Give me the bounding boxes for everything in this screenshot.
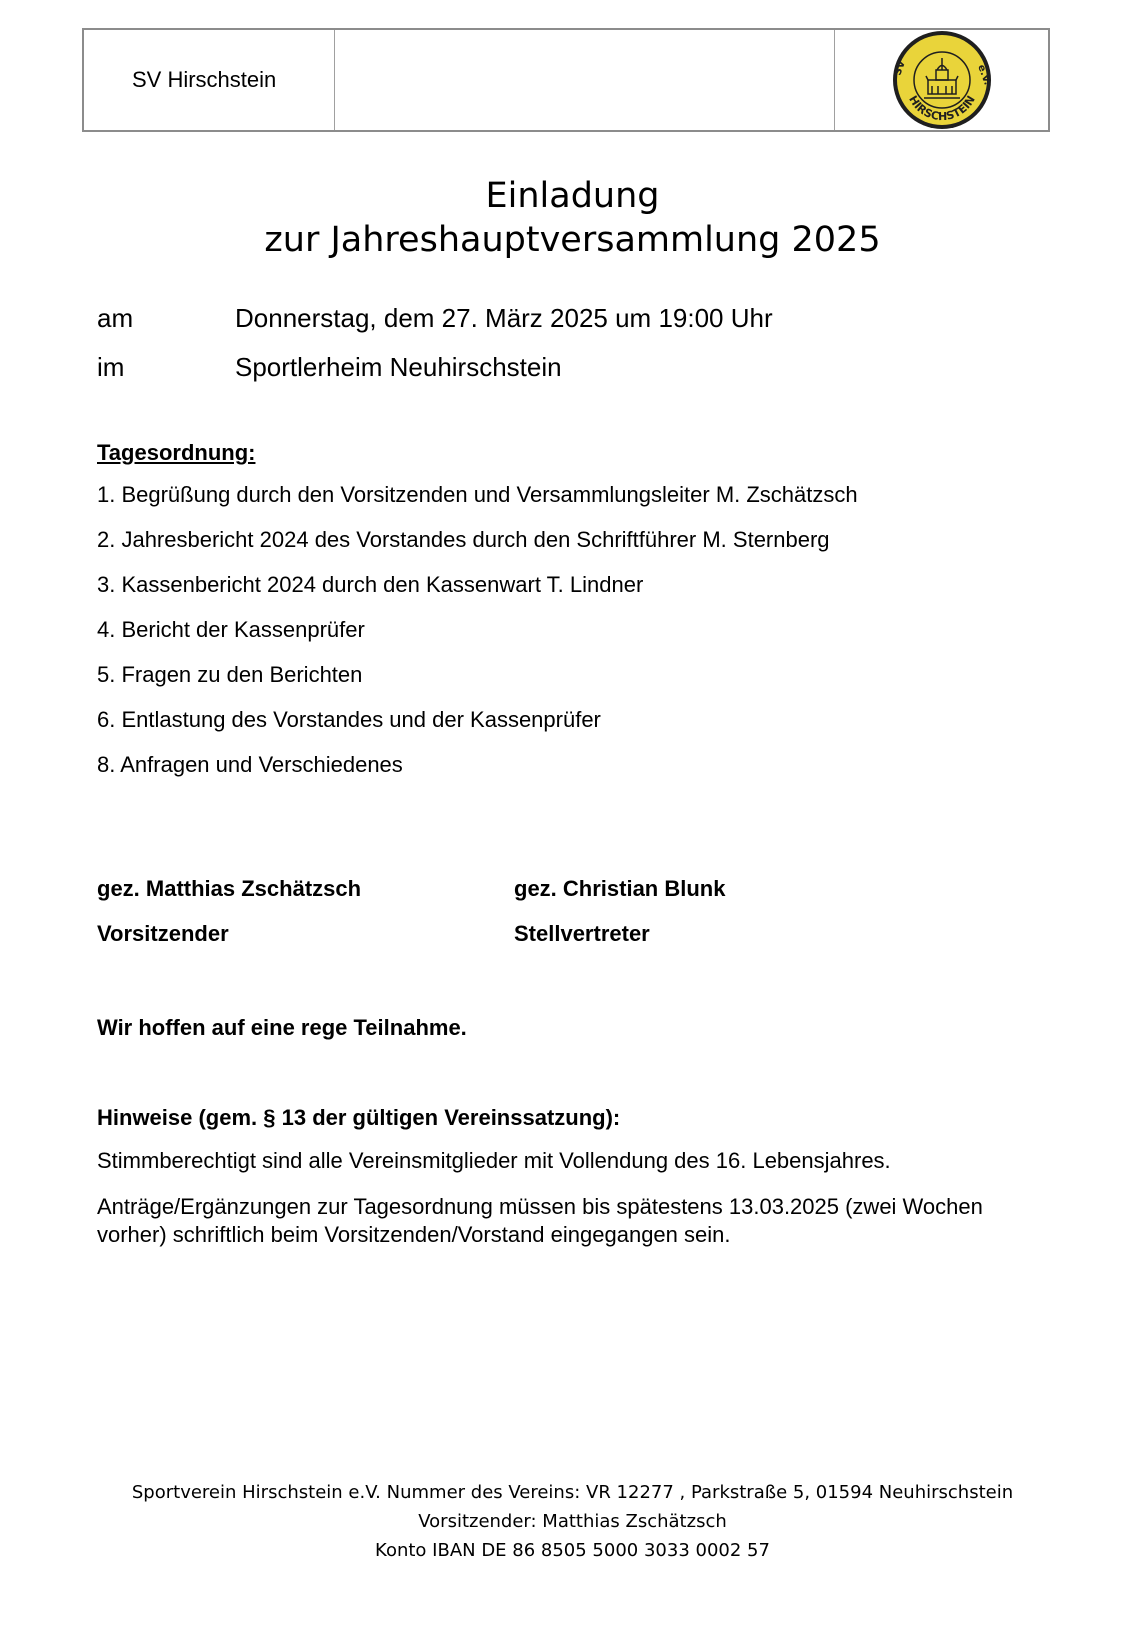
signature-chair [97,876,361,947]
title-line-2: zur Jahreshauptversammlung 2025 [264,220,881,260]
agenda-item: 1. Begrüßung durch den Vorsitzenden und Versammlungsleiter M. Zschätzsch [97,482,858,507]
footer [0,1478,1145,1565]
note-motions: Anträge/Ergänzungen zur Tagesordnung müssen bis spätestens 13.03.2025 (zwei Wochen vorher) schriftlich beim Vorsitzenden/Vorstand eingegangen sein. [97,1194,983,1247]
signature-role: Vorsitzender [97,921,229,946]
note-voting: Stimmberechtigt sind alle Vereinsmitglieder mit Vollendung des 16. Lebensjahres. [97,1148,891,1173]
letterhead-empty-cell [335,30,835,130]
agenda-list [97,482,858,797]
agenda-item: 6. Entlastung des Vorstandes und der Kassenprüfer [97,707,601,732]
agenda-item: 5. Fragen zu den Berichten [97,662,363,687]
letterhead-org-cell [84,30,335,130]
date-value: Donnerstag, dem 27. März 2025 um 19:00 Uhr [235,303,773,333]
org-name: SV Hirschstein [132,67,277,92]
logo-text-ev: e.V. [974,63,993,87]
letterhead-table [82,28,1050,132]
agenda-item: 3. Kassenbericht 2024 durch den Kassenwart T. Lindner [97,572,644,597]
place-label: im [97,352,125,382]
title-line-1: Einladung [485,176,660,216]
meeting-place-row [97,352,562,383]
closing-remark: Wir hoffen auf eine rege Teilnahme. [97,1015,467,1040]
agenda-item: 2. Jahresbericht 2024 des Vorstandes durch den Schriftführer M. Sternberg [97,527,830,552]
footer-line-3: Konto IBAN DE 86 8505 5000 3033 0002 57 [375,1540,770,1561]
signature-name: gez. Christian Blunk [514,876,726,901]
notes-heading: Hinweise (gem. § 13 der gültigen Vereinssatzung): [97,1105,621,1130]
signature-role: Stellvertreter [514,921,650,946]
signature-deputy [514,876,725,947]
place-value: Sportlerheim Neuhirschstein [235,352,562,382]
letterhead-logo-cell [835,30,1048,130]
footer-line-2: Vorsitzender: Matthias Zschätzsch [418,1511,727,1532]
agenda-item: 4. Bericht der Kassenprüfer [97,617,365,642]
agenda-item: 8. Anfragen und Verschiedenes [97,752,403,777]
logo-text-sv: SV [891,59,908,78]
date-label: am [97,303,134,333]
meeting-date-row [97,303,773,334]
club-logo [890,28,994,132]
signature-name: gez. Matthias Zschätzsch [97,876,362,901]
logo-text-left: HIRSCHSTEIN [905,93,978,124]
footer-line-1: Sportverein Hirschstein e.V. Nummer des Vereins: VR 12277 , Parkstraße 5, 01594 Neuhirschstein [131,1482,1014,1503]
document-title [0,174,1145,262]
agenda-heading: Tagesordnung: [97,440,256,465]
